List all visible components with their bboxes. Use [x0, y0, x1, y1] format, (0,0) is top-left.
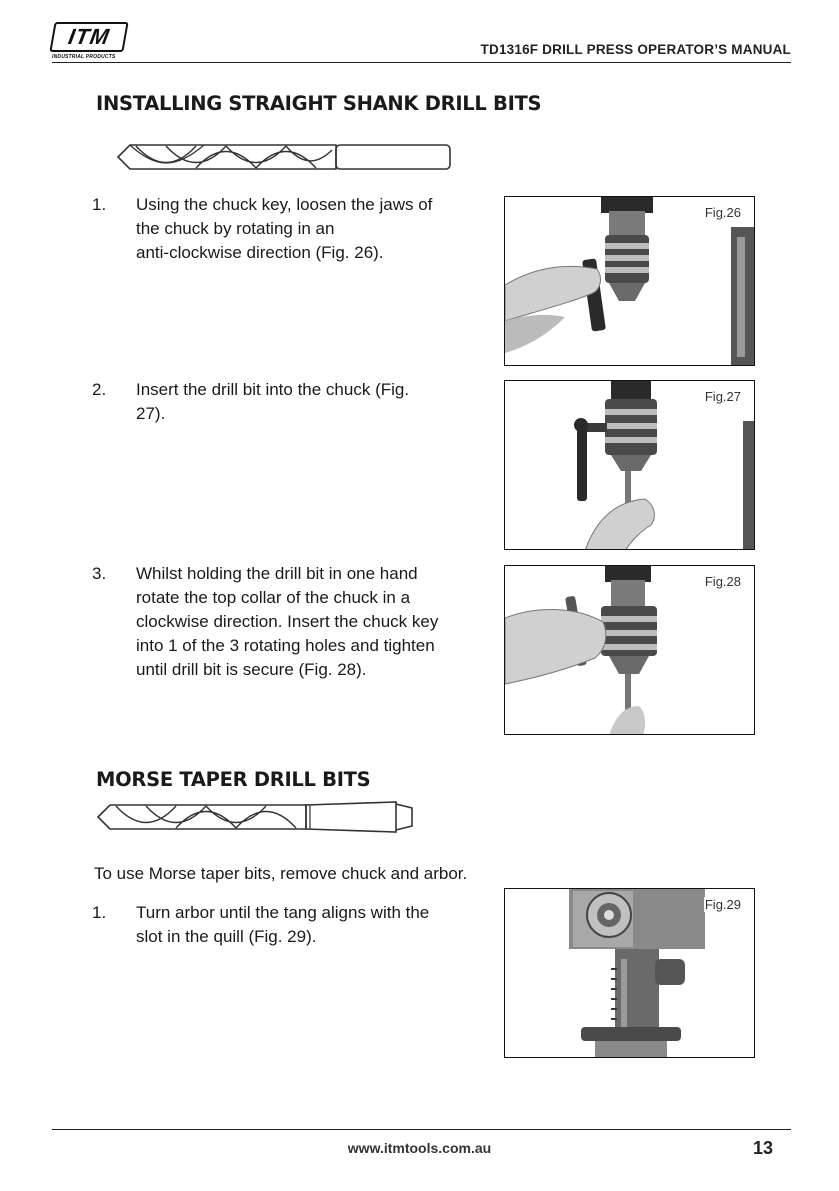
- figure-label: Fig.26: [704, 205, 741, 220]
- figure-26-photo: [504, 196, 755, 366]
- figure-label: Fig.28: [704, 574, 741, 589]
- figure-label: Fig.29: [704, 897, 741, 912]
- step-line: clockwise direction. Insert the chuck key: [136, 612, 439, 631]
- step-line: anti-clockwise direction (Fig. 26).: [136, 243, 384, 262]
- header-divider: [52, 62, 791, 63]
- section-heading-straight-shank: INSTALLING STRAIGHT SHANK DRILL BITS: [96, 92, 542, 115]
- figure-29-photo: [504, 888, 755, 1058]
- website-link[interactable]: www.itmtools.com.au: [347, 1140, 492, 1156]
- bit-insertion-illustration: [505, 381, 755, 550]
- page-number: 13: [752, 1138, 773, 1158]
- step-number: 1.: [92, 195, 107, 214]
- straight-shank-drill-bit-icon: [116, 140, 456, 174]
- chuck-tightening-illustration: [505, 566, 755, 735]
- step-text: [136, 378, 496, 426]
- chuck-loosening-illustration: [505, 197, 755, 366]
- step-number: 1.: [92, 903, 107, 922]
- step-line: until drill bit is secure (Fig. 28).: [136, 660, 367, 679]
- step-line: Using the chuck key, loosen the jaws of: [136, 195, 433, 214]
- step-text: [136, 562, 496, 682]
- step-number: 2.: [92, 380, 107, 399]
- logo-subtext: INDUSTRIAL PRODUCTS: [52, 54, 116, 60]
- itm-logo: [52, 22, 124, 62]
- step-line: Whilst holding the drill bit in one hand: [136, 564, 418, 583]
- figure-28-photo: [504, 565, 755, 735]
- step-line: Turn arbor until the tang aligns with the: [136, 903, 430, 922]
- figure-27-photo: [504, 380, 755, 550]
- step-text: [136, 901, 496, 949]
- section-heading-morse-taper: MORSE TAPER DRILL BITS: [96, 768, 371, 791]
- morse-intro-text: To use Morse taper bits, remove chuck and arbor.: [94, 864, 468, 883]
- step-line: into 1 of the 3 rotating holes and tighten: [136, 636, 435, 655]
- step-line: slot in the quill (Fig. 29).: [136, 927, 317, 946]
- step-line: rotate the top collar of the chuck in a: [136, 588, 411, 607]
- logo-box: [49, 22, 128, 52]
- manual-title: TD1316F DRILL PRESS OPERATOR’S MANUAL: [480, 42, 791, 57]
- step-line: Insert the drill bit into the chuck (Fig.: [136, 380, 410, 399]
- step-line: 27).: [136, 404, 166, 423]
- figure-label: Fig.27: [704, 389, 741, 404]
- step-text: [136, 193, 496, 265]
- step-line: the chuck by rotating in an: [136, 219, 335, 238]
- logo-text: ITM: [66, 24, 112, 49]
- step-number: 3.: [92, 564, 107, 583]
- arbor-alignment-illustration: [505, 889, 755, 1058]
- morse-taper-drill-bit-icon: [96, 800, 418, 834]
- footer-divider: [52, 1129, 791, 1130]
